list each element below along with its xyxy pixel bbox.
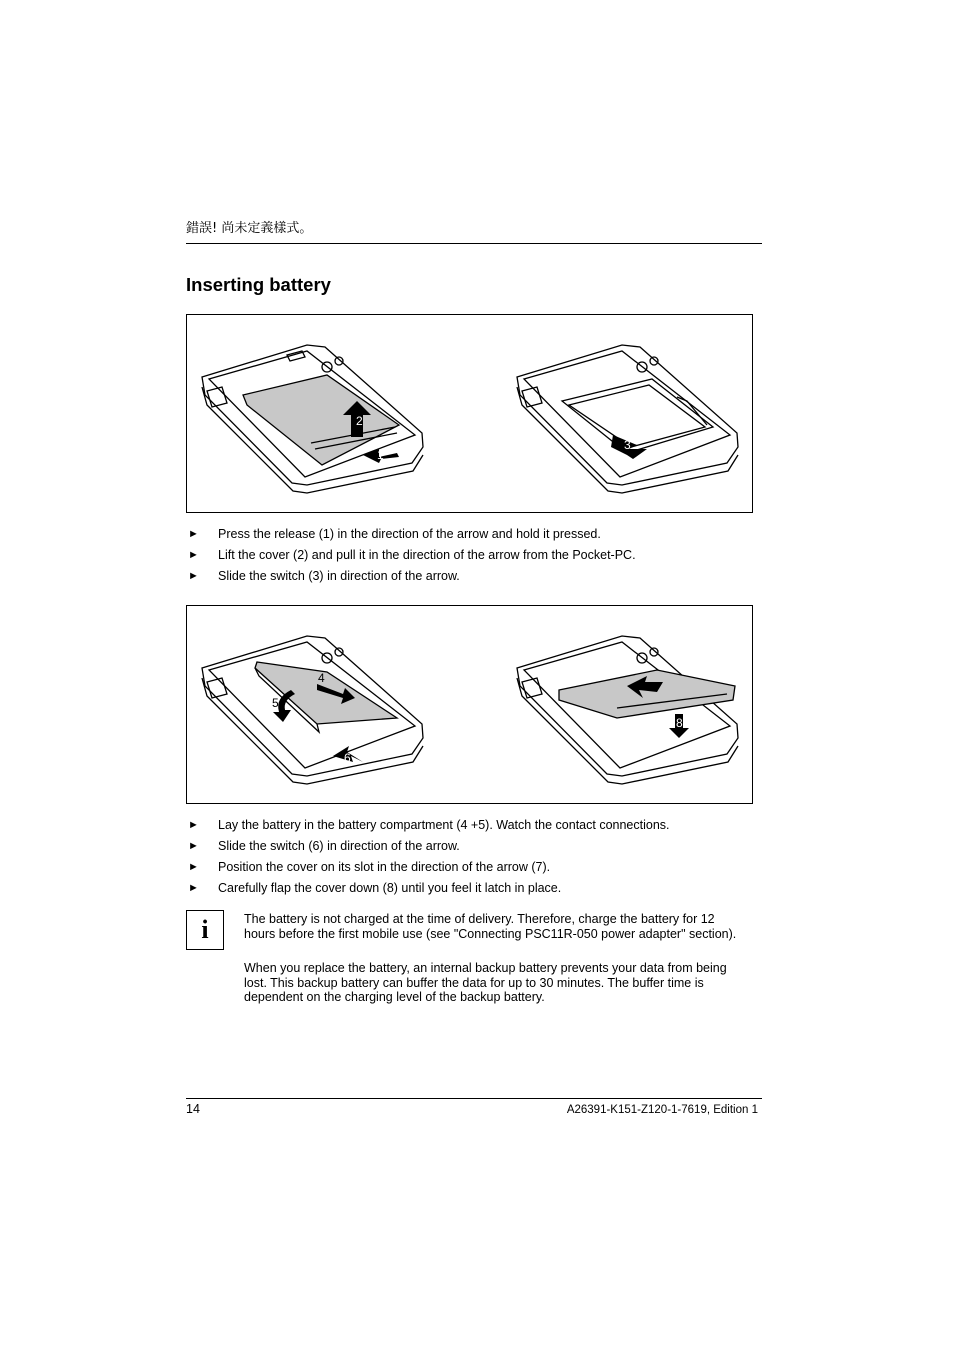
step-text: Slide the switch (3) in direction of the arrow. bbox=[218, 569, 460, 583]
callout-8: 8 bbox=[676, 716, 683, 730]
bullet-arrow-icon: ► bbox=[188, 882, 199, 894]
step-item bbox=[186, 527, 756, 548]
callout-6: 6 bbox=[344, 751, 351, 765]
figure-remove-cover-illustration bbox=[187, 315, 752, 512]
callout-2: 2 bbox=[356, 414, 363, 428]
info-note-backup: When you replace the battery, an internal backup battery prevents your data from being lost. This backup battery can buffer the data for up to 30 minutes. The buffer time is dependent on the charging level of the backup battery. bbox=[244, 961, 727, 1004]
section-title: Inserting battery bbox=[186, 274, 331, 295]
step-text: Carefully flap the cover down (8) until you feel it latch in place. bbox=[218, 881, 562, 895]
running-header: 錯誤! 尚未定義樣式。 bbox=[186, 221, 313, 236]
figure-insert-battery-illustration bbox=[187, 606, 752, 803]
document-id: A26391-K151-Z120-1-7619, Edition 1 bbox=[566, 1104, 758, 1116]
step-item bbox=[186, 860, 756, 881]
bullet-arrow-icon: ► bbox=[188, 819, 199, 831]
device-left-illustration bbox=[202, 345, 423, 493]
device-right-illustration bbox=[517, 636, 738, 784]
bullet-arrow-icon: ► bbox=[188, 840, 199, 852]
step-item bbox=[186, 548, 756, 569]
step-text: Lift the cover (2) and pull it in the direction of the arrow from the Pocket-PC. bbox=[218, 548, 636, 562]
step-text: Press the release (1) in the direction of the arrow and hold it pressed. bbox=[218, 527, 601, 541]
page-number: 14 bbox=[186, 1102, 200, 1116]
device-left-illustration bbox=[202, 636, 423, 784]
callout-4: 4 bbox=[318, 671, 325, 685]
step-item bbox=[186, 818, 756, 839]
step-text: Position the cover on its slot in the direction of the arrow (7). bbox=[218, 860, 551, 874]
steps-insert-battery bbox=[186, 818, 756, 902]
figure-remove-cover bbox=[186, 314, 753, 513]
step-text: Slide the switch (6) in direction of the arrow. bbox=[218, 839, 460, 853]
step-item bbox=[186, 881, 756, 902]
device-right-illustration bbox=[517, 345, 738, 493]
figure-insert-battery bbox=[186, 605, 753, 804]
step-text: Lay the battery in the battery compartment (4 +5). Watch the contact connections. bbox=[218, 818, 670, 832]
step-item bbox=[186, 569, 756, 590]
callout-3: 3 bbox=[624, 438, 631, 452]
bullet-arrow-icon: ► bbox=[188, 528, 199, 540]
callout-5: 5 bbox=[272, 696, 279, 710]
steps-remove-cover bbox=[186, 527, 756, 590]
info-icon: i bbox=[186, 910, 224, 950]
bullet-arrow-icon: ► bbox=[188, 570, 199, 582]
footer-rule bbox=[186, 1098, 762, 1099]
callout-1: 1 bbox=[377, 448, 384, 462]
bullet-arrow-icon: ► bbox=[188, 861, 199, 873]
bullet-arrow-icon: ► bbox=[188, 549, 199, 561]
info-note-charging: The battery is not charged at the time of delivery. Therefore, charge the battery for 12 hours before the first mobile use (see "Connecting PSC11R-050 power adapter" section). bbox=[244, 912, 737, 941]
step-item bbox=[186, 839, 756, 860]
header-rule bbox=[186, 243, 762, 244]
